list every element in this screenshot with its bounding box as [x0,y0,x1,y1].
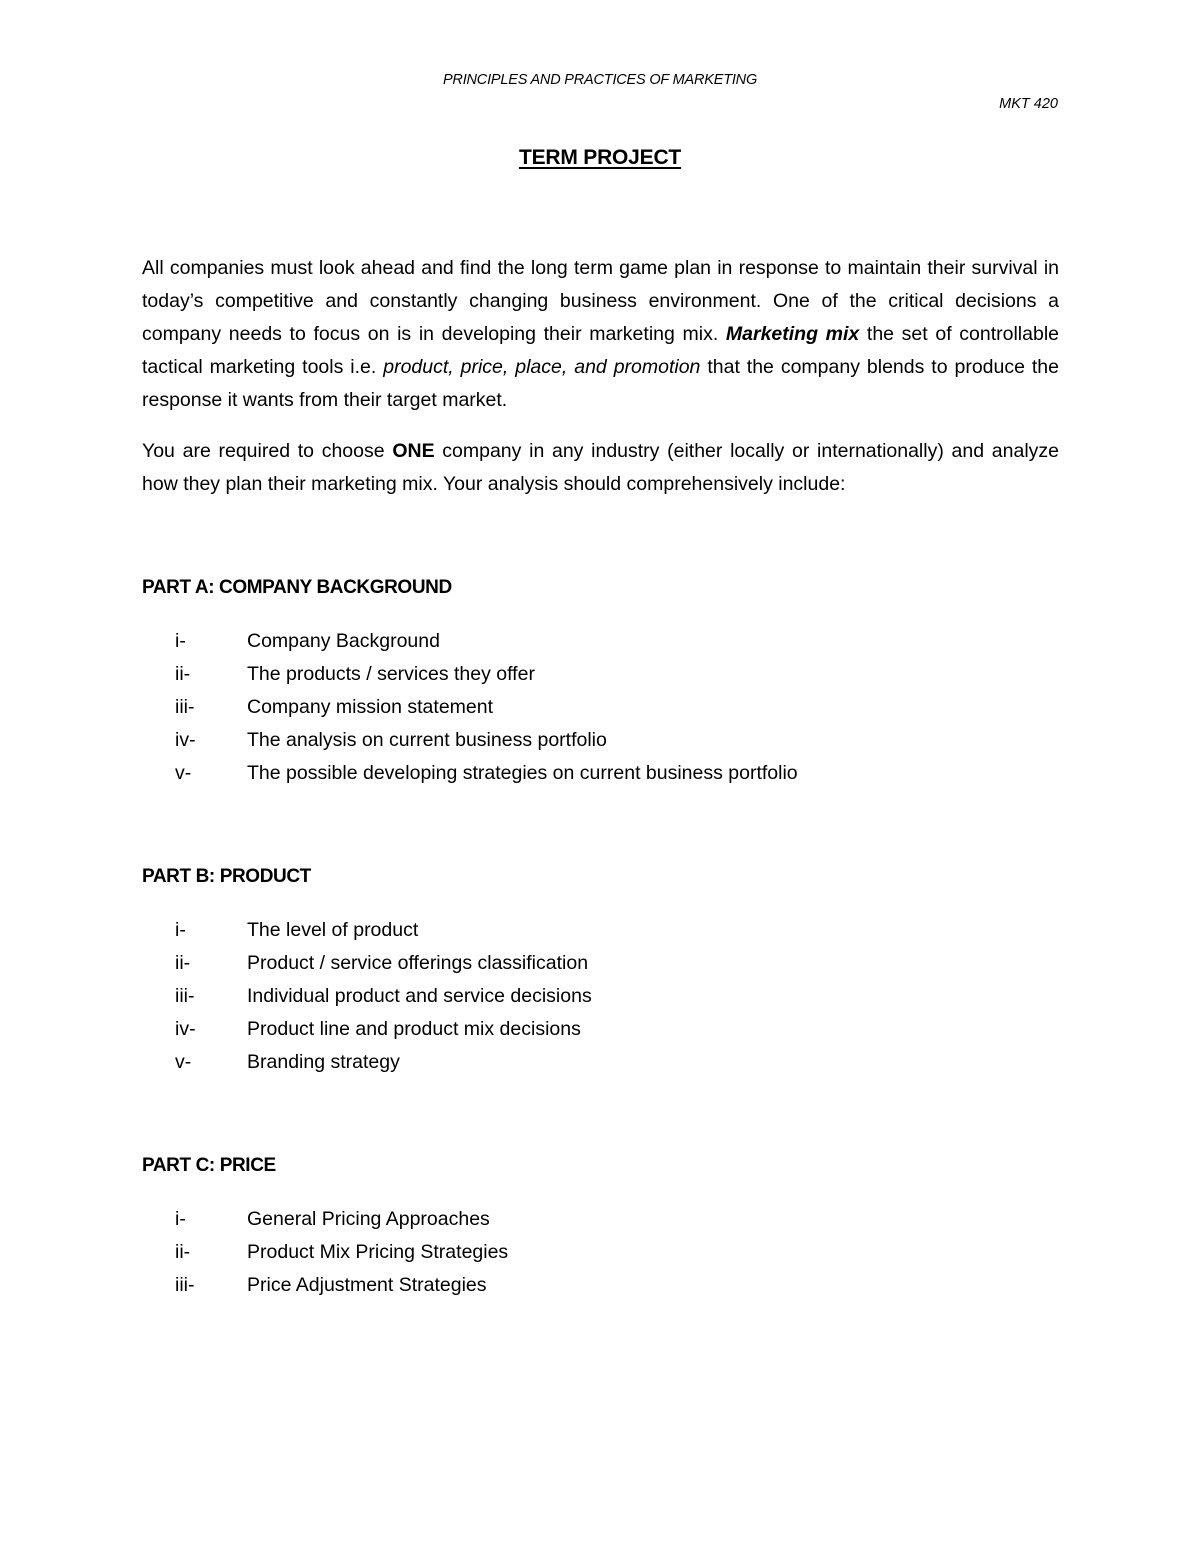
item-text: Price Adjustment Strategies [247,1274,487,1296]
item-number: i- [175,1208,186,1230]
item-number: i- [175,919,186,941]
item-number: v- [175,1051,192,1073]
item-text: The possible developing strategies on current business portfolio [247,762,798,784]
document-title: TERM PROJECT [518,146,682,169]
item-number: i- [175,630,186,652]
item-text: Company Background [247,630,440,652]
item-number: iii- [175,696,195,718]
marketing-mix-term: Marketing mix [725,323,860,345]
course-code: MKT 420 [999,96,1058,112]
item-number: ii- [175,952,191,974]
item-number: iv- [175,1018,196,1040]
section-heading-part-c: PART C: PRICE [142,1155,276,1176]
item-number: iv- [175,729,196,751]
item-text: The level of product [247,919,419,941]
intro-paragraph-2 [142,435,1059,501]
item-number: iii- [175,1274,195,1296]
course-header: PRINCIPLES AND PRACTICES OF MARKETING [442,72,758,88]
item-number: v- [175,762,192,784]
item-text: The products / services they offer [247,663,535,685]
one-emphasis: ONE [392,440,435,462]
intro-paragraph-1 [142,252,1059,417]
item-text: Individual product and service decisions [247,985,592,1007]
item-text: Company mission statement [247,696,494,718]
item-text: The analysis on current business portfolio [247,729,607,751]
instruction-text: You are required to choose [142,440,393,462]
item-text: General Pricing Approaches [247,1208,490,1230]
intro-text: All companies must look ahead and find the long term game plan in response to maintain their survival in today’s competitive and constantly changing business environment. One of the critical decisions a company needs to focus on is in developing their marketing mix. [142,257,1059,345]
section-heading-part-b: PART B: PRODUCT [142,866,311,887]
intro-text: the set of controllable tactical marketing tools i.e. [142,323,1059,378]
item-number: ii- [175,663,191,685]
item-number: iii- [175,985,195,1007]
section-heading-part-a: PART A: COMPANY BACKGROUND [142,577,452,598]
instruction-text: company in any industry (either locally or internationally) and analyze how they plan their marketing mix. Your analysis should comprehensively include: [142,440,1060,495]
intro-text: that the company blends to produce the response it wants from their target market. [142,356,1059,411]
item-text: Branding strategy [247,1051,400,1073]
four-ps-text: product, price, place, and promotion [383,356,701,378]
item-text: Product / service offerings classification [247,952,589,974]
item-text: Product line and product mix decisions [247,1018,581,1040]
item-number: ii- [175,1241,191,1263]
item-text: Product Mix Pricing Strategies [247,1241,509,1263]
